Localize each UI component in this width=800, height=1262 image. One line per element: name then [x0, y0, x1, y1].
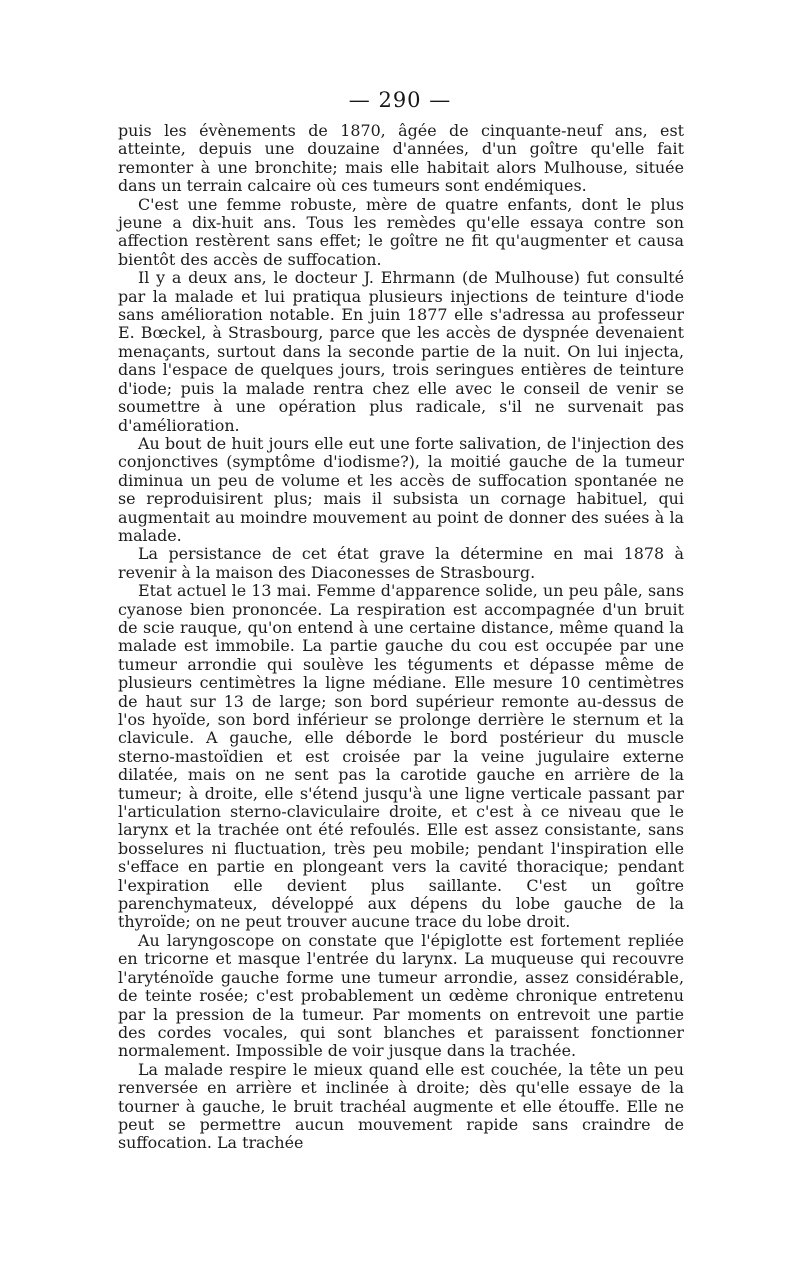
body-text [118, 122, 684, 1153]
page-number: — 290 — [348, 88, 452, 112]
paragraph: Etat actuel le 13 mai. Femme d'apparence solide, un peu pâle, sans cyanose bien prononcée. La respiration est accompagnée d'un bruit de scie rauque, qu'on entend à une certaine distance, même quand la malade est immobile. La partie gauche du cou est occupée par une tumeur arrondie qui soulève les téguments et dépasse même de plusieurs centimètres la ligne médiane. Elle mesure 10 centimètres de haut sur 13 de large; son bord supérieur remonte au-dessus de l'os hyoïde, son bord inférieur se prolonge derrière le sternum et la clavicule. A gauche, elle déborde le bord postérieur du muscle sterno-mastoïdien et est croisée par la veine jugulaire externe dilatée, mais on ne sent pas la carotide gauche en arrière de la tumeur; à droite, elle s'étend jusqu'à une ligne verticale passant par l'articulation sterno-claviculaire droite, et c'est à ce niveau que le larynx et la trachée ont été refoulés. Elle est assez consistante, sans bosselures ni fluctuation, très peu mobile; pendant l'inspiration elle s'efface en partie en plongeant vers la cavité thoracique; pendant l'expiration elle devient plus saillante. C'est un goître parenchymateux, développé aux dépens du lobe gauche de la thyroïde; on ne peut trouver aucune trace du lobe droit. [118, 581, 684, 932]
paragraph: Au bout de huit jours elle eut une forte salivation, de l'injection des conjonctives (symptôme d'iodisme?), la moitié gauche de la tumeur diminua un peu de volume et les accès de suffocation spontanée ne se reproduisirent plus; mais il subsista un cornage habituel, qui augmentait au moindre mouvement au point de donner des suées à la malade. [118, 433, 684, 545]
paragraph: Au laryngoscope on constate que l'épiglotte est fortement repliée en tricorne et masque l'entrée du larynx. La muqueuse qui recouvre l'aryténoïde gauche forme une tumeur arrondie, assez considérable, de teinte rosée; c'est probablement un œdème chronique entretenu par la pression de la tumeur. Par moments on entrevoit une partie des cordes vocales, qui sont blanches et paraissent fonctionner normalement. Impossible de voir jusque dans la trachée. [118, 930, 684, 1061]
paragraph: La malade respire le mieux quand elle est couchée, la tête un peu renversée en arrière et inclinée à droite; dès qu'elle essaye de la tourner à gauche, le bruit trachéal augmente et elle étouffe. Elle ne peut se permettre aucun mouvement rapide sans craindre de suffocation. La trachée [118, 1059, 684, 1153]
paragraph: puis les évènements de 1870, âgée de cinquante-neuf ans, est atteinte, depuis une douzaine d'années, d'un goître qu'elle fait remonter à une bronchite; mais elle habitait alors Mulhouse, située dans un terrain calcaire où ces tumeurs sont endémiques. [118, 121, 684, 196]
paragraph: Il y a deux ans, le docteur J. Ehrmann (de Mulhouse) fut consulté par la malade et lui pratiqua plusieurs injections de teinture d'iode sans amélioration notable. En juin 1877 elle s'adressa au professeur E. Bœckel, à Strasbourg, parce que les accès de dyspnée devenaient menaçants, surtout dans la seconde partie de la nuit. On lui injecta, dans l'espace de quelques jours, trois seringues entières de teinture d'iode; puis la malade rentra chez elle avec le conseil de venir se soumettre à une opération plus radicale, s'il ne survenait pas d'amélioration. [118, 268, 684, 435]
paragraph: La persistance de cet état grave la détermine en mai 1878 à revenir à la maison des Diaconesses de Strasbourg. [118, 544, 684, 582]
paragraph: C'est une femme robuste, mère de quatre enfants, dont le plus jeune a dix-huit ans. Tous les remèdes qu'elle essaya contre son affection restèrent sans effet; le goître ne fit qu'augmenter et causa bientôt des accès de suffocation. [118, 194, 684, 269]
